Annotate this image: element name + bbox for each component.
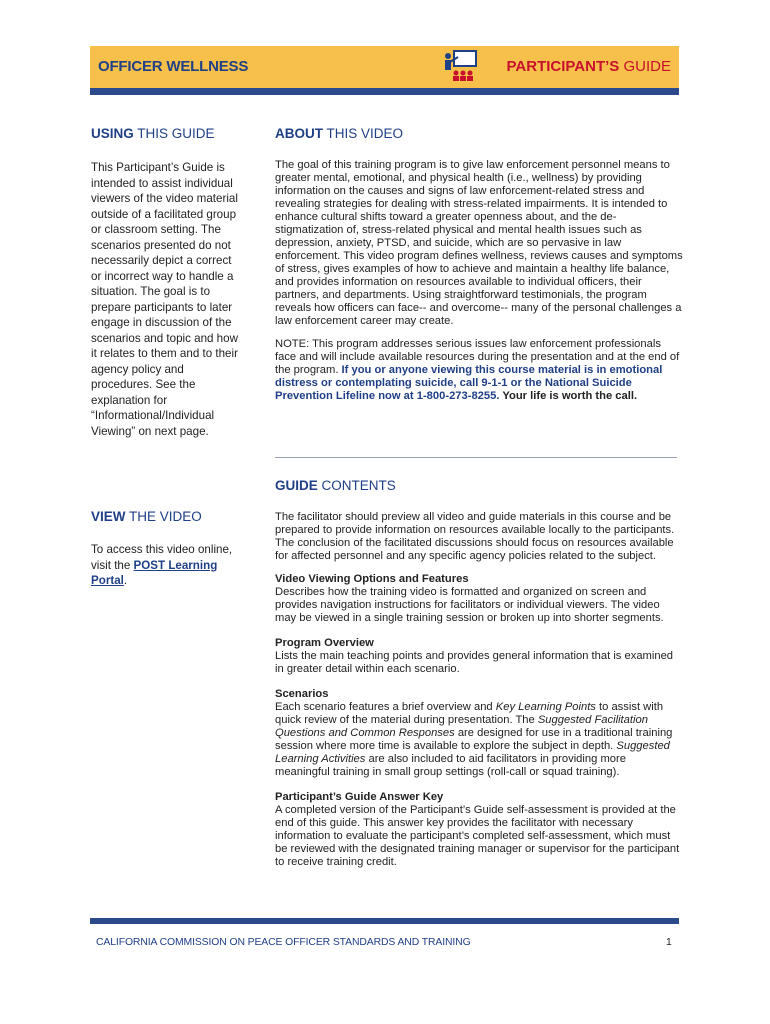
page-number: 1	[666, 937, 672, 948]
header-guide-label: PARTICIPANT’S GUIDE	[506, 58, 671, 75]
using-body: This Participant’s Guide is intended to assist individual viewers of the video material outside of a facilitated group or classroom setting. The scenarios presented do not necessarily depict a correct or incorrect way to handle a situation. The goal is to prepare participants to later engage in discussion of the scenarios and topic and how it relates to them and to their agency policy and procedures. See the explanation for “Informational/Individual Viewing” on next page.	[91, 161, 238, 438]
about-note: NOTE: This program addresses serious issues law enforcement professionals face and will include available resources during the presentation and at the end of the program. If you or anyone viewing this course material is in emotional distress or contemplating suicide, call 9-1-1 or the National Suicide Prevention Lifeline now at 1-800-273-8255. Your life is worth the call.	[275, 338, 680, 402]
view-body: To access this video online, visit the POST Learning Portal.	[91, 543, 233, 587]
scenarios-body: Each scenario features a brief overview and Key Learning Points to assist with quick review of the material during presentation. The Suggested Facilitation Questions and Common Responses are designed for use in a traditional training session where more time is available to explore the subject in depth. Suggested Learning Activities are also included to aid facilitators in providing more meaningful training in small group settings (roll-call or squad training).	[275, 701, 673, 778]
program-overview-title: Program Overview	[275, 637, 374, 649]
video-options-title: Video Viewing Options and Features	[275, 573, 469, 585]
post-learning-portal-link[interactable]: POST Learning Portal	[91, 558, 218, 587]
about-body	[275, 159, 683, 403]
section-divider	[275, 457, 677, 458]
about-heading: ABOUT THIS VIDEO	[275, 126, 404, 141]
footer-org: CALIFORNIA COMMISSION ON PEACE OFFICER STANDARDS AND TRAINING	[96, 937, 471, 948]
video-options-body: Describes how the training video is formatted and organized on screen and provides navigation instructions for facilitators or individual viewers. The video may be viewed in a single training session or broken up into shorter segments.	[275, 586, 664, 624]
header-rule	[90, 88, 679, 95]
page-header	[90, 46, 679, 88]
footer-rule	[90, 918, 679, 924]
view-heading: VIEW THE VIDEO	[91, 509, 202, 524]
program-overview-body: Lists the main teaching points and provides general information that is examined in greater detail within each scenario.	[275, 650, 674, 675]
answer-key-body: A completed version of the Participant’s Guide self-assessment is provided at the end of this guide. This answer key provides the facilitator with necessary information to evaluate the participant’s completed self-assessment, which must be reviewed with the designated training manager or supervisor for the participant to receive training credit.	[275, 804, 680, 868]
contents-body	[275, 511, 683, 869]
contents-intro: The facilitator should preview all video and guide materials in this course and be prepared to provide information on resources available locally to the participants. The conclusion of the facilitated discussions should focus on resources available for affected personnel and any specific agency policies related to the subject.	[275, 511, 675, 562]
using-heading: USING THIS GUIDE	[91, 126, 215, 141]
contents-heading: GUIDE CONTENTS	[275, 478, 396, 493]
scenarios-title: Scenarios	[275, 688, 329, 700]
answer-key-title: Participant’s Guide Answer Key	[275, 791, 444, 803]
classroom-presenter-icon	[442, 48, 478, 84]
about-paragraph: The goal of this training program is to give law enforcement personnel means to greater mental, emotional, and physical health (i.e., wellness) by providing information on the causes and signs of law enforcement-related stress and revealing strategies for dealing with stress-related impairments. It is intended to enhance cultural shifts toward a greater openness about, and the de-stigmatization of, stress-related physical and mental health issues such as depression, anxiety, PTSD, and suicide, which are so pervasive in law enforcement. This video program defines wellness, reviews causes and symptoms of stress, gives examples of how to achieve and maintain a healthy life balance, and provides information on resources available to individual officers, their partners, and departments. Using straightforward testimonials, the program reveals how officers can face-- and overcome-- many of the personal challenges a law enforcement career may create.	[275, 159, 683, 327]
header-title: OFFICER WELLNESS	[98, 58, 249, 75]
